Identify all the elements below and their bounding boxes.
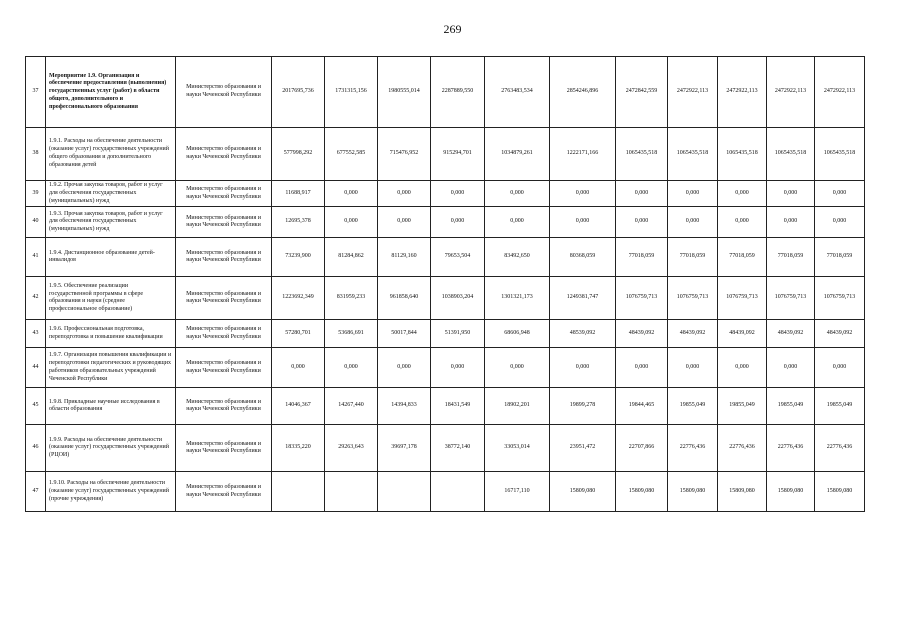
funding-value: 1301321,173 (485, 277, 550, 320)
funding-value (378, 472, 431, 512)
funding-value: 0,000 (616, 207, 668, 238)
row-number: 44 (26, 348, 46, 388)
responsible-organization: Министерство образования и науки Чеченской Республики (176, 320, 272, 348)
funding-value: 0,000 (718, 348, 767, 388)
funding-value: 48439,092 (718, 320, 767, 348)
funding-value: 0,000 (815, 181, 865, 207)
funding-value: 19844,465 (616, 388, 668, 425)
measure-name: 1.9.5. Обеспечение реализации государственной программы в сфере образования и науки (среднее профессиональное образование) (46, 277, 176, 320)
responsible-organization: Министерство образования и науки Чеченской Республики (176, 388, 272, 425)
table-row (26, 472, 865, 512)
funding-value: 0,000 (325, 181, 378, 207)
table-row (26, 128, 865, 181)
funding-value: 915294,701 (431, 128, 485, 181)
funding-value: 1222171,166 (550, 128, 616, 181)
funding-value: 77018,059 (767, 238, 815, 277)
measure-name: 1.9.1. Расходы на обеспечение деятельности (оказание услуг) государственных учреждений общего образования и дополнительного образования детей (46, 128, 176, 181)
funding-value: 50017,844 (378, 320, 431, 348)
funding-value: 14046,367 (272, 388, 325, 425)
funding-value: 15809,080 (815, 472, 865, 512)
row-number: 42 (26, 277, 46, 320)
funding-value: 0,000 (378, 348, 431, 388)
funding-value: 15809,080 (616, 472, 668, 512)
table-row (26, 238, 865, 277)
measure-name: 1.9.9. Расходы на обеспечение деятельности (оказание услуг) государственных учреждений (РЦОИ) (46, 425, 176, 472)
funding-value: 48439,092 (668, 320, 718, 348)
row-number: 45 (26, 388, 46, 425)
measure-name: 1.9.8. Прикладные научные исследования в области образования (46, 388, 176, 425)
funding-value: 0,000 (485, 181, 550, 207)
table-body (26, 57, 865, 512)
table-row (26, 388, 865, 425)
funding-value: 1038903,204 (431, 277, 485, 320)
responsible-organization: Министерство образования и науки Чеченской Республики (176, 425, 272, 472)
funding-value (431, 472, 485, 512)
funding-value: 77018,059 (668, 238, 718, 277)
measure-name: 1.9.10. Расходы на обеспечение деятельности (оказание услуг) государственных учреждений (прочие учреждения) (46, 472, 176, 512)
funding-value: 1980555,014 (378, 57, 431, 128)
funding-value: 0,000 (431, 348, 485, 388)
funding-value: 0,000 (718, 207, 767, 238)
funding-value: 1076759,713 (815, 277, 865, 320)
funding-value: 53686,691 (325, 320, 378, 348)
funding-value: 1731315,156 (325, 57, 378, 128)
funding-value: 33053,014 (485, 425, 550, 472)
responsible-organization: Министерство образования и науки Чеченской Республики (176, 207, 272, 238)
funding-value: 2763483,534 (485, 57, 550, 128)
funding-value: 38772,140 (431, 425, 485, 472)
funding-value: 77018,059 (718, 238, 767, 277)
funding-value: 68606,948 (485, 320, 550, 348)
row-number: 38 (26, 128, 46, 181)
funding-value: 0,000 (815, 348, 865, 388)
funding-value: 677552,585 (325, 128, 378, 181)
responsible-organization: Министерство образования и науки Чеченской Республики (176, 472, 272, 512)
table-row (26, 57, 865, 128)
funding-value: 1249381,747 (550, 277, 616, 320)
funding-value: 11688,917 (272, 181, 325, 207)
funding-value: 0,000 (718, 181, 767, 207)
funding-value: 48539,092 (550, 320, 616, 348)
table-row (26, 277, 865, 320)
funding-value: 2472922,113 (815, 57, 865, 128)
funding-value: 15809,080 (718, 472, 767, 512)
table-row (26, 181, 865, 207)
responsible-organization: Министерство образования и науки Чеченской Республики (176, 181, 272, 207)
measure-name: 1.9.6. Профессиональная подготовка, переподготовка и повышение квалификации (46, 320, 176, 348)
row-number: 43 (26, 320, 46, 348)
funding-value: 0,000 (485, 207, 550, 238)
funding-value: 22707,866 (616, 425, 668, 472)
measure-name: Мероприятие 1.9. Организация и обеспечение предоставления (выполнения) государственных услуг (работ) в области общего, дополнительного и профессионального образования (46, 57, 176, 128)
funding-value: 0,000 (550, 348, 616, 388)
funding-value: 16717,110 (485, 472, 550, 512)
funding-value (325, 472, 378, 512)
responsible-organization: Министерство образования и науки Чеченской Республики (176, 348, 272, 388)
funding-value: 0,000 (272, 348, 325, 388)
funding-value: 0,000 (550, 207, 616, 238)
row-number: 47 (26, 472, 46, 512)
funding-value: 961858,640 (378, 277, 431, 320)
budget-table (25, 56, 865, 512)
table-row (26, 348, 865, 388)
funding-value: 14394,833 (378, 388, 431, 425)
funding-value: 19855,049 (767, 388, 815, 425)
row-number: 41 (26, 238, 46, 277)
funding-value: 2472842,559 (616, 57, 668, 128)
funding-value: 1065435,518 (767, 128, 815, 181)
funding-value: 81129,160 (378, 238, 431, 277)
funding-value: 0,000 (668, 181, 718, 207)
funding-value: 2287889,550 (431, 57, 485, 128)
funding-value: 1076759,713 (767, 277, 815, 320)
funding-value: 0,000 (550, 181, 616, 207)
funding-value: 48439,092 (815, 320, 865, 348)
funding-value: 1034879,261 (485, 128, 550, 181)
funding-value: 0,000 (378, 181, 431, 207)
funding-value: 0,000 (767, 348, 815, 388)
table-row (26, 425, 865, 472)
funding-value: 1065435,518 (668, 128, 718, 181)
funding-value: 80368,059 (550, 238, 616, 277)
funding-value: 12695,378 (272, 207, 325, 238)
funding-value: 22776,436 (767, 425, 815, 472)
funding-value: 18335,220 (272, 425, 325, 472)
funding-value: 2017695,736 (272, 57, 325, 128)
funding-value (272, 472, 325, 512)
funding-value: 57280,701 (272, 320, 325, 348)
funding-value: 23951,472 (550, 425, 616, 472)
funding-value: 0,000 (325, 207, 378, 238)
responsible-organization: Министерство образования и науки Чеченской Республики (176, 57, 272, 128)
funding-value: 0,000 (815, 207, 865, 238)
funding-value: 83492,650 (485, 238, 550, 277)
funding-value: 0,000 (431, 207, 485, 238)
funding-value: 19899,278 (550, 388, 616, 425)
funding-value: 81284,862 (325, 238, 378, 277)
funding-value: 0,000 (431, 181, 485, 207)
row-number: 46 (26, 425, 46, 472)
row-number: 37 (26, 57, 46, 128)
funding-value: 1223692,349 (272, 277, 325, 320)
measure-name: 1.9.3. Прочая закупка товаров, работ и услуг для обеспечения государственных (муниципальных) нужд (46, 207, 176, 238)
funding-value: 0,000 (668, 348, 718, 388)
funding-value: 18431,549 (431, 388, 485, 425)
funding-value: 39697,178 (378, 425, 431, 472)
funding-value: 2472922,113 (718, 57, 767, 128)
funding-value: 1065435,518 (718, 128, 767, 181)
funding-value: 1076759,713 (668, 277, 718, 320)
funding-value: 1065435,518 (815, 128, 865, 181)
funding-value: 15809,080 (550, 472, 616, 512)
funding-value: 831959,233 (325, 277, 378, 320)
row-number: 39 (26, 181, 46, 207)
funding-value: 1076759,713 (616, 277, 668, 320)
funding-value: 2472922,113 (668, 57, 718, 128)
funding-value: 77018,059 (815, 238, 865, 277)
funding-value: 0,000 (767, 207, 815, 238)
funding-value: 29263,643 (325, 425, 378, 472)
funding-value: 19855,049 (718, 388, 767, 425)
funding-value: 15809,080 (767, 472, 815, 512)
funding-value: 79653,504 (431, 238, 485, 277)
funding-value: 22776,436 (668, 425, 718, 472)
measure-name: 1.9.4. Дистанционное образование детей-инвалидов (46, 238, 176, 277)
funding-value: 0,000 (616, 348, 668, 388)
funding-value: 577998,292 (272, 128, 325, 181)
funding-value: 48439,092 (616, 320, 668, 348)
funding-value: 0,000 (485, 348, 550, 388)
funding-value: 0,000 (325, 348, 378, 388)
funding-value: 73239,900 (272, 238, 325, 277)
funding-value: 19855,049 (815, 388, 865, 425)
funding-value: 77018,059 (616, 238, 668, 277)
funding-value: 1076759,713 (718, 277, 767, 320)
funding-value: 22776,436 (718, 425, 767, 472)
funding-value: 0,000 (378, 207, 431, 238)
funding-value: 48439,092 (767, 320, 815, 348)
table-row (26, 320, 865, 348)
page-number: 269 (443, 22, 462, 36)
funding-value: 1065435,518 (616, 128, 668, 181)
funding-value: 0,000 (616, 181, 668, 207)
measure-name: 1.9.2. Прочая закупка товаров, работ и услуг для обеспечения государственных (муниципальных) нужд (46, 181, 176, 207)
funding-value: 0,000 (767, 181, 815, 207)
funding-value: 19855,049 (668, 388, 718, 425)
responsible-organization: Министерство образования и науки Чеченской Республики (176, 128, 272, 181)
funding-value: 18902,201 (485, 388, 550, 425)
funding-value: 22776,436 (815, 425, 865, 472)
table-row (26, 207, 865, 238)
funding-value: 0,000 (668, 207, 718, 238)
funding-value: 14267,440 (325, 388, 378, 425)
responsible-organization: Министерство образования и науки Чеченской Республики (176, 238, 272, 277)
funding-value: 2472922,113 (767, 57, 815, 128)
measure-name: 1.9.7. Организация повышения квалификации и переподготовки педагогических и руководящих работников образовательных учреждений Чеченской Республики (46, 348, 176, 388)
responsible-organization: Министерство образования и науки Чеченской Республики (176, 277, 272, 320)
row-number: 40 (26, 207, 46, 238)
funding-value: 715476,952 (378, 128, 431, 181)
funding-value: 51391,950 (431, 320, 485, 348)
funding-value: 15809,080 (668, 472, 718, 512)
funding-value: 2854246,896 (550, 57, 616, 128)
